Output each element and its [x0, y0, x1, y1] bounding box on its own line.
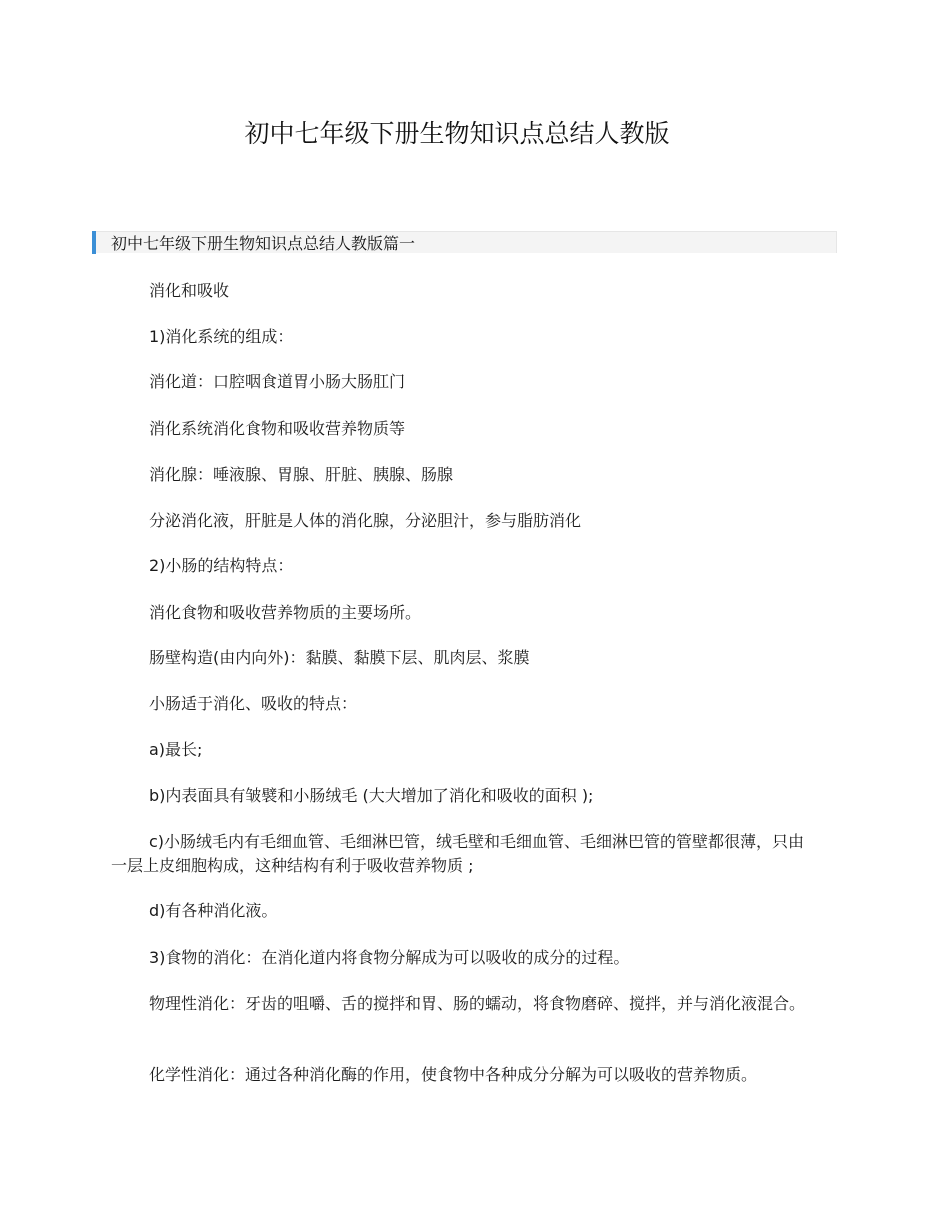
paragraph: a)最长;: [149, 740, 203, 759]
paragraph: c)小肠绒毛内有毛细血管、毛细淋巴管，绒毛壁和毛细血管、毛细淋巴管的管壁都很薄，只由一层上皮细胞构成，这种结构有利于吸收营养物质 ;: [111, 832, 805, 875]
paragraph: 消化食物和吸收营养物质的主要场所。: [149, 603, 422, 622]
paragraph: 消化和吸收: [149, 281, 230, 300]
paragraph: 物理性消化：牙齿的咀嚼、舌的搅拌和胃、肠的蠕动，将食物磨碎、搅拌，并与消化液混合。: [149, 994, 806, 1013]
section-header: [92, 231, 837, 253]
paragraph: 分泌消化液，肝脏是人体的消化腺，分泌胆汁，参与脂肪消化: [149, 511, 582, 530]
paragraph: 2)小肠的结构特点：: [149, 556, 294, 575]
paragraph: 3)食物的消化：在消化道内将食物分解成为可以吸收的成分的过程。: [149, 948, 630, 967]
paragraph: d)有各种消化液。: [149, 901, 278, 920]
section-accent-bar: [92, 231, 96, 254]
section-title: 初中七年级下册生物知识点总结人教版篇一: [111, 234, 416, 253]
paragraph: 消化系统消化食物和吸收营养物质等: [149, 419, 406, 438]
paragraph: 小肠适于消化、吸收的特点：: [149, 694, 358, 713]
paragraph: 肠壁构造(由内向外)：黏膜、黏膜下层、肌肉层、浆膜: [149, 648, 530, 667]
paragraph: 消化道：口腔咽食道胃小肠大肠肛门: [149, 372, 406, 391]
page-title: 初中七年级下册生物知识点总结人教版: [244, 119, 670, 148]
paragraph: 1)消化系统的组成：: [149, 327, 294, 346]
paragraph: 化学性消化：通过各种消化酶的作用，使食物中各种成分分解为可以吸收的营养物质。: [149, 1065, 758, 1084]
paragraph: b)内表面具有皱襞和小肠绒毛 (大大增加了消化和吸收的面积 );: [149, 786, 594, 805]
paragraph: 消化腺：唾液腺、胃腺、肝脏、胰腺、肠腺: [149, 465, 454, 484]
